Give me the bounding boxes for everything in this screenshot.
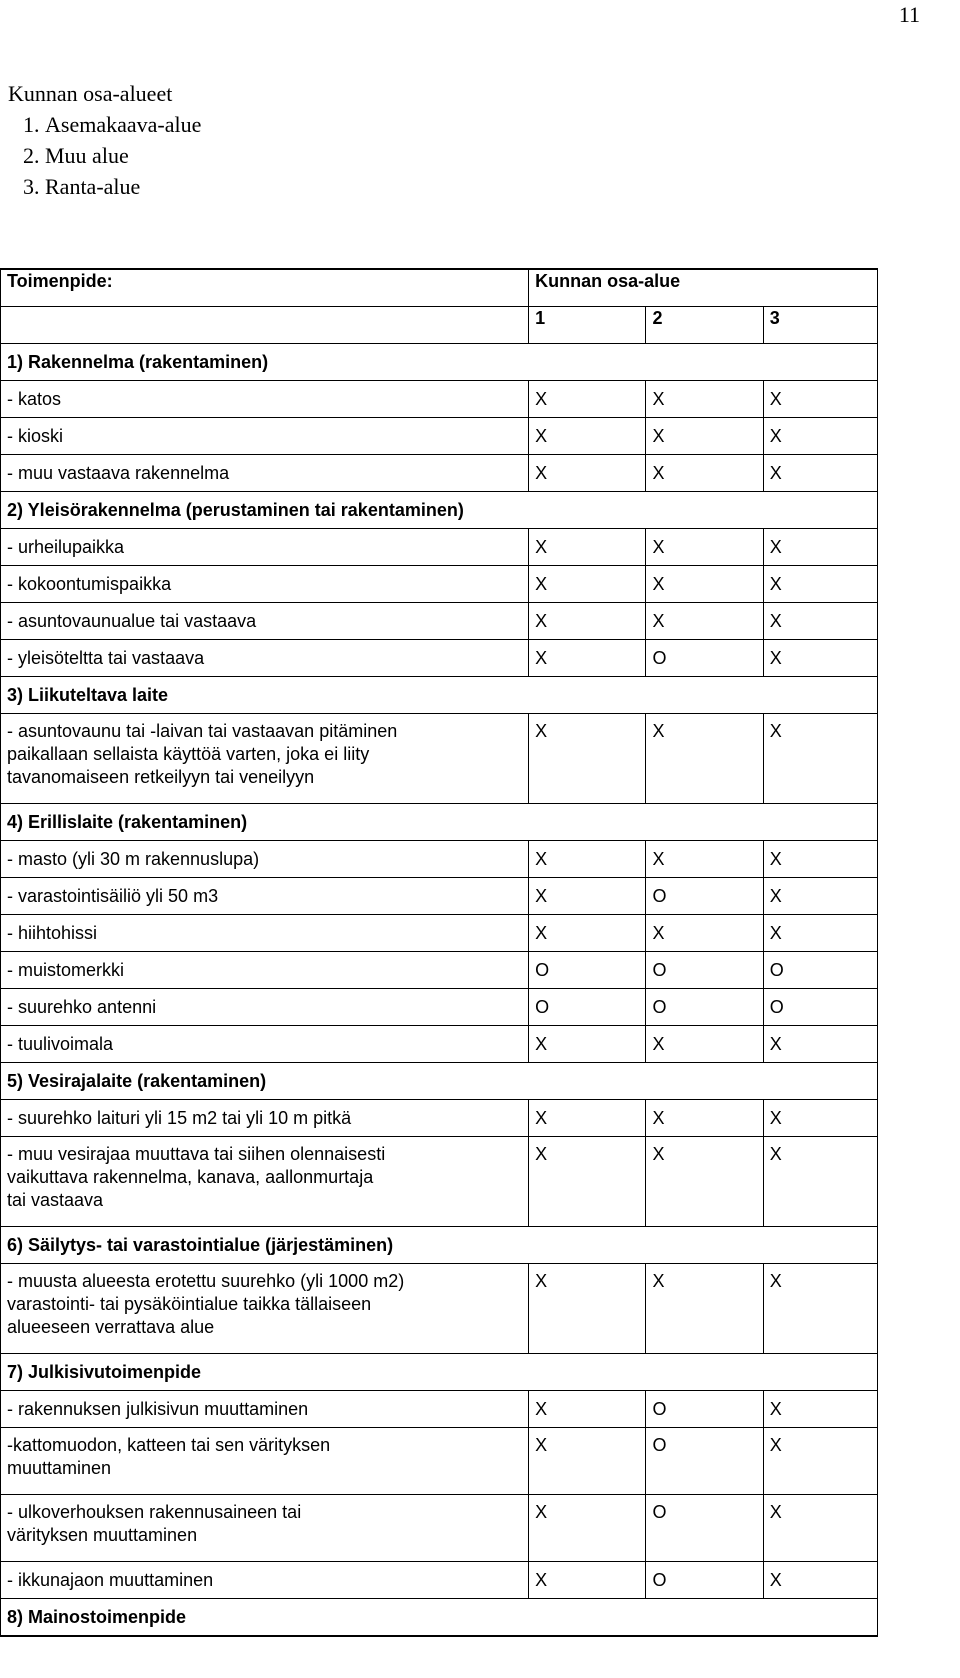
table-row — [1, 1391, 878, 1428]
description-line: paikallaan sellaista käyttöä varten, joka ei liity — [7, 744, 370, 764]
area-mark-cell: O — [646, 1562, 763, 1599]
table-row — [1, 1495, 878, 1562]
area-mark-cell: X — [529, 529, 646, 566]
action-description: - suurehko laituri yli 15 m2 tai yli 10 m pitkä — [1, 1100, 529, 1137]
area-mark-cell: O — [763, 989, 877, 1026]
area-mark-cell: X — [646, 381, 763, 418]
area-mark-cell: X — [646, 603, 763, 640]
area-mark-cell: X — [646, 529, 763, 566]
action-description: - yleisöteltta tai vastaava — [1, 640, 529, 677]
description-line: - ulkoverhouksen rakennusaineen tai — [7, 1502, 302, 1522]
table-row — [1, 1137, 878, 1227]
description-line: -kattomuodon, katteen tai sen värityksen — [7, 1435, 331, 1455]
category-title: 2) Yleisörakennelma (perustaminen tai rakentaminen) — [1, 492, 878, 529]
action-description: - masto (yli 30 m rakennuslupa) — [1, 841, 529, 878]
action-description: - kioski — [1, 418, 529, 455]
area-mark-cell: X — [763, 714, 877, 804]
category-title: 4) Erillislaite (rakentaminen) — [1, 804, 878, 841]
area-number: 2 — [646, 307, 763, 344]
table-row — [1, 841, 878, 878]
area-number: 3 — [763, 307, 877, 344]
area-number: 1 — [529, 307, 646, 344]
table-row — [1, 952, 878, 989]
area-mark-cell: X — [529, 1495, 646, 1562]
description-line: vaikuttava rakennelma, kanava, aallonmurtaja — [7, 1167, 374, 1187]
category-row — [1, 1063, 878, 1100]
area-mark-cell: X — [763, 1391, 877, 1428]
action-description: - muu vastaava rakennelma — [1, 455, 529, 492]
area-list — [8, 109, 201, 202]
area-mark-cell: X — [763, 1137, 877, 1227]
area-mark-cell: X — [529, 915, 646, 952]
area-mark-cell: X — [646, 1137, 763, 1227]
action-description — [1, 714, 529, 804]
action-description: - varastointisäiliö yli 50 m3 — [1, 878, 529, 915]
area-mark-cell: X — [529, 1026, 646, 1063]
action-description: - rakennuksen julkisivun muuttaminen — [1, 1391, 529, 1428]
page-number: 11 — [898, 2, 920, 27]
action-description: - suurehko antenni — [1, 989, 529, 1026]
area-mark-cell: X — [763, 1264, 877, 1354]
area-mark-cell: X — [529, 1428, 646, 1495]
area-mark-cell: X — [646, 841, 763, 878]
category-title: 3) Liikuteltava laite — [1, 677, 878, 714]
area-mark-cell: X — [529, 1562, 646, 1599]
area-mark-cell: O — [646, 952, 763, 989]
table-row — [1, 1428, 878, 1495]
area-mark-cell: O — [646, 1391, 763, 1428]
area-mark-cell: X — [529, 714, 646, 804]
area-mark-cell: X — [646, 915, 763, 952]
description-line: - muusta alueesta erotettu suurehko (yli 1000 m2) — [7, 1271, 405, 1291]
area-mark-cell: X — [529, 455, 646, 492]
table-row — [1, 1264, 878, 1354]
area-mark-cell: O — [646, 1495, 763, 1562]
intro-heading: Kunnan osa-alueet — [8, 81, 173, 106]
category-title: 7) Julkisivutoimenpide — [1, 1354, 878, 1391]
area-mark-cell: X — [646, 418, 763, 455]
action-description: - kokoontumispaikka — [1, 566, 529, 603]
area-mark-cell: O — [646, 878, 763, 915]
area-mark-cell: X — [529, 1137, 646, 1227]
table-row — [1, 1026, 878, 1063]
area-mark-cell: X — [763, 1428, 877, 1495]
action-description — [1, 1428, 529, 1495]
area-mark-cell: X — [529, 1391, 646, 1428]
area-mark-cell: X — [763, 878, 877, 915]
permit-table — [0, 268, 878, 1637]
table-row — [1, 989, 878, 1026]
action-description: - asuntovaunualue tai vastaava — [1, 603, 529, 640]
area-mark-cell: X — [763, 418, 877, 455]
description-line: varastointi- tai pysäköintialue taikka tällaiseen — [7, 1294, 372, 1314]
area-mark-cell: X — [763, 455, 877, 492]
area-mark-cell: X — [763, 1026, 877, 1063]
area-mark-cell: X — [763, 381, 877, 418]
action-description — [1, 1495, 529, 1562]
area-mark-cell: X — [529, 381, 646, 418]
table-row — [1, 603, 878, 640]
description-line: tavanomaiseen retkeilyyn tai veneilyyn — [7, 767, 315, 787]
action-description: - urheilupaikka — [1, 529, 529, 566]
category-row — [1, 1227, 878, 1264]
area-mark-cell: O — [646, 1428, 763, 1495]
col-header-action: Toimenpide: — [1, 269, 529, 307]
table-row — [1, 1100, 878, 1137]
action-description: - tuulivoimala — [1, 1026, 529, 1063]
area-mark-cell: X — [529, 1264, 646, 1354]
area-mark-cell: X — [763, 566, 877, 603]
area-list-item: 1. Asemakaava-alue — [45, 109, 201, 140]
area-list-item: 2. Muu alue — [45, 140, 201, 171]
table-row — [1, 915, 878, 952]
table-row — [1, 566, 878, 603]
col-header-area: Kunnan osa-alue — [529, 269, 878, 307]
area-mark-cell: X — [646, 1026, 763, 1063]
table-subheader-row — [1, 307, 878, 344]
category-title: 5) Vesirajalaite (rakentaminen) — [1, 1063, 878, 1100]
category-title: 8) Mainostoimenpide — [1, 1599, 878, 1637]
description-line: alueeseen verrattava alue — [7, 1317, 215, 1337]
area-mark-cell: O — [529, 952, 646, 989]
intro-section — [8, 78, 201, 202]
table-header-row — [1, 269, 878, 307]
area-mark-cell: X — [763, 1562, 877, 1599]
table-row — [1, 1562, 878, 1599]
category-row — [1, 677, 878, 714]
area-mark-cell: X — [646, 1100, 763, 1137]
table-row — [1, 381, 878, 418]
area-mark-cell: X — [646, 714, 763, 804]
area-mark-cell: O — [763, 952, 877, 989]
table-row — [1, 529, 878, 566]
action-description — [1, 1264, 529, 1354]
col-header-blank — [1, 307, 529, 344]
description-line: - asuntovaunu tai -laivan tai vastaavan pitäminen — [7, 721, 398, 741]
area-mark-cell: X — [529, 418, 646, 455]
category-row — [1, 1599, 878, 1637]
action-description: - ikkunajaon muuttaminen — [1, 1562, 529, 1599]
category-row — [1, 344, 878, 381]
area-mark-cell: X — [763, 603, 877, 640]
description-line: värityksen muuttaminen — [7, 1525, 198, 1545]
area-mark-cell: X — [763, 529, 877, 566]
area-mark-cell: X — [529, 1100, 646, 1137]
category-row — [1, 1354, 878, 1391]
area-mark-cell: X — [529, 841, 646, 878]
area-mark-cell: O — [646, 989, 763, 1026]
action-description: - katos — [1, 381, 529, 418]
area-mark-cell: X — [763, 1100, 877, 1137]
area-mark-cell: X — [646, 455, 763, 492]
area-mark-cell: X — [529, 878, 646, 915]
area-mark-cell: X — [763, 640, 877, 677]
area-list-item: 3. Ranta-alue — [45, 171, 201, 202]
area-mark-cell: X — [646, 1264, 763, 1354]
area-mark-cell: O — [529, 989, 646, 1026]
area-mark-cell: X — [763, 841, 877, 878]
category-row — [1, 804, 878, 841]
action-description — [1, 1137, 529, 1227]
area-mark-cell: X — [646, 566, 763, 603]
description-line: muuttaminen — [7, 1458, 112, 1478]
description-line: tai vastaava — [7, 1190, 104, 1210]
table-row — [1, 714, 878, 804]
table-row — [1, 455, 878, 492]
area-mark-cell: X — [763, 1495, 877, 1562]
category-row — [1, 492, 878, 529]
category-title: 1) Rakennelma (rakentaminen) — [1, 344, 878, 381]
category-title: 6) Säilytys- tai varastointialue (järjestäminen) — [1, 1227, 878, 1264]
area-mark-cell: X — [529, 603, 646, 640]
table-row — [1, 418, 878, 455]
table-row — [1, 640, 878, 677]
action-description: - hiihtohissi — [1, 915, 529, 952]
action-description: - muistomerkki — [1, 952, 529, 989]
area-mark-cell: X — [529, 640, 646, 677]
description-line: - muu vesirajaa muuttava tai siihen olennaisesti — [7, 1144, 386, 1164]
area-mark-cell: O — [646, 640, 763, 677]
area-mark-cell: X — [529, 566, 646, 603]
area-mark-cell: X — [763, 915, 877, 952]
table-row — [1, 878, 878, 915]
